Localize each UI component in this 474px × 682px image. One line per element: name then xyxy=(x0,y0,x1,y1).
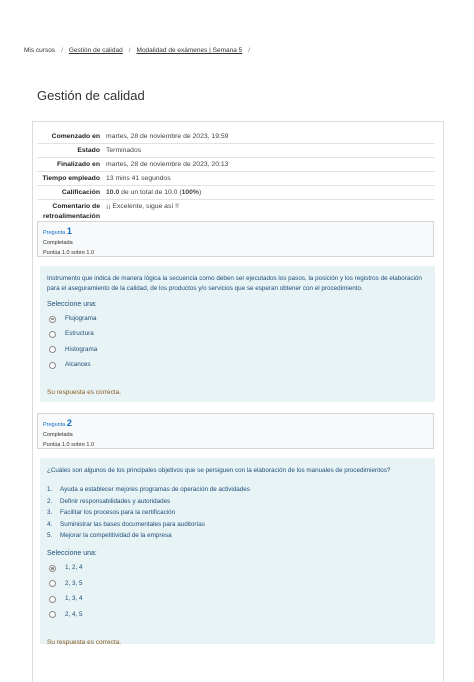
breadcrumb-section[interactable]: Modalidad de exámenes | Semana 5 xyxy=(136,47,243,54)
answer-option[interactable] xyxy=(49,329,428,339)
list-text: Ayuda a establecer mejores programas de operación de actividades xyxy=(60,486,250,493)
question-prompt: Instrumento que indica de manera lógica la secuencia como deben ser ejecutados los pasos, la posición y los registros de elaboración para el aseguramiento de la calidad, de los productos y/o servicios que se esperan obtener con el procedimiento. xyxy=(47,275,422,292)
question-number xyxy=(43,418,428,428)
breadcrumb-mis-cursos[interactable]: Mis cursos xyxy=(24,47,56,54)
list-text: Definir responsabilidades y autoridades xyxy=(60,497,171,505)
breadcrumb-separator: / xyxy=(61,47,63,54)
question-label: Pregunta xyxy=(43,422,67,428)
grade-text-end: ) xyxy=(198,189,202,197)
question-content-2 xyxy=(40,458,435,644)
summary-row-finished xyxy=(37,158,435,172)
radio-icon[interactable] xyxy=(49,580,56,587)
choose-one-label: Seleccione una: xyxy=(47,301,97,308)
question-score: Puntúa 1.0 sobre 1.0 xyxy=(43,442,95,448)
question-number xyxy=(43,226,428,236)
list-item xyxy=(47,508,428,518)
question-info-2 xyxy=(37,413,434,449)
question-number-value: 2 xyxy=(66,418,72,428)
answer-option[interactable] xyxy=(49,314,428,324)
list-item xyxy=(47,485,428,495)
summary-row-feedback xyxy=(37,200,435,223)
list-text: Facilitar los procesos para la certificación xyxy=(60,509,176,517)
summary-value: 13 mins 41 segundos xyxy=(106,175,171,183)
radio-icon[interactable] xyxy=(49,611,56,618)
list-text: Mejorar la competitividad de la empresa xyxy=(60,532,172,540)
question-status: Completada xyxy=(43,432,73,438)
summary-row-state xyxy=(37,144,435,158)
breadcrumb-separator: / xyxy=(248,47,251,54)
list-number: 2. xyxy=(47,497,53,505)
list-item xyxy=(47,520,428,530)
question-number-value: 1 xyxy=(66,226,72,236)
question-content-1 xyxy=(40,266,435,402)
grade-score: 10.0 xyxy=(106,189,120,197)
list-item xyxy=(47,497,428,507)
summary-label: Calificación xyxy=(61,189,100,197)
answer-label: 2, 3, 5 xyxy=(65,579,83,587)
radio-checked-icon[interactable] xyxy=(49,565,56,572)
answer-label: Histograma xyxy=(65,345,98,353)
choose-one-label: Seleccione una: xyxy=(47,550,97,558)
summary-value: Terminados xyxy=(106,146,142,154)
summary-label: Tiempo empleado xyxy=(42,175,100,183)
radio-icon[interactable] xyxy=(49,362,56,369)
list-number: 5. xyxy=(47,532,53,540)
answer-option[interactable] xyxy=(49,610,428,620)
breadcrumb xyxy=(24,47,256,54)
list-text: Suministrar las bases documentales para auditorías xyxy=(60,520,205,528)
list-item xyxy=(47,531,428,541)
grade-percent: 100% xyxy=(181,189,199,197)
answer-label: Estructura xyxy=(65,330,94,338)
radio-icon[interactable] xyxy=(49,331,56,338)
question-status: Completada xyxy=(43,240,73,246)
question-info-1 xyxy=(37,221,434,257)
summary-label: Estado xyxy=(77,146,100,154)
answer-option[interactable] xyxy=(49,563,428,573)
answer-option[interactable] xyxy=(49,345,428,355)
attempt-summary-table xyxy=(37,130,435,223)
answer-label: 1, 3, 4 xyxy=(65,595,83,603)
summary-row-time xyxy=(37,172,435,186)
answer-option[interactable] xyxy=(49,579,428,589)
radio-checked-icon[interactable] xyxy=(49,316,56,323)
summary-row-grade xyxy=(37,186,435,200)
answer-label: 2, 4, 5 xyxy=(65,610,83,618)
summary-label: Finalizado en xyxy=(56,160,100,168)
summary-label: Comenzado en xyxy=(51,132,100,140)
question-label: Pregunta xyxy=(43,230,67,236)
radio-icon[interactable] xyxy=(49,596,56,603)
list-number: 3. xyxy=(47,509,53,517)
radio-icon[interactable] xyxy=(49,346,56,353)
summary-value: ¡¡ Excelente, sigue así !! xyxy=(106,203,179,211)
breadcrumb-course[interactable]: Gestión de calidad xyxy=(68,47,123,54)
breadcrumb-separator: / xyxy=(128,47,131,54)
objectives-list xyxy=(47,485,428,541)
answer-label: Flujograma xyxy=(65,315,97,322)
summary-row-started xyxy=(37,130,435,144)
answer-label: 1, 2, 4 xyxy=(65,564,83,572)
summary-value: martes, 28 de noviembre de 2023, 19:59 xyxy=(106,132,229,140)
list-number: 1. xyxy=(47,486,53,493)
grade-text: de un total de 10.0 ( xyxy=(119,189,182,197)
question-prompt: ¿Cuáles son algunos de los principales objetivos que se persiguen con la elaboración de los manuales de procedimientos? xyxy=(47,467,391,474)
answer-option[interactable] xyxy=(49,594,428,604)
answer-feedback: Su respuesta es correcta. xyxy=(47,638,122,646)
list-number: 4. xyxy=(47,520,53,528)
summary-value xyxy=(106,186,435,200)
answer-feedback: Su respuesta es correcta. xyxy=(47,389,122,397)
question-score: Puntúa 1.0 sobre 1.0 xyxy=(43,250,95,256)
answer-label: Alcances xyxy=(65,361,91,369)
summary-value: martes, 28 de noviembre de 2023, 20:13 xyxy=(106,160,229,168)
page-title: Gestión de calidad xyxy=(37,88,145,103)
answer-option[interactable] xyxy=(49,360,428,370)
summary-label: Comentario de retroalimentación xyxy=(42,203,100,220)
